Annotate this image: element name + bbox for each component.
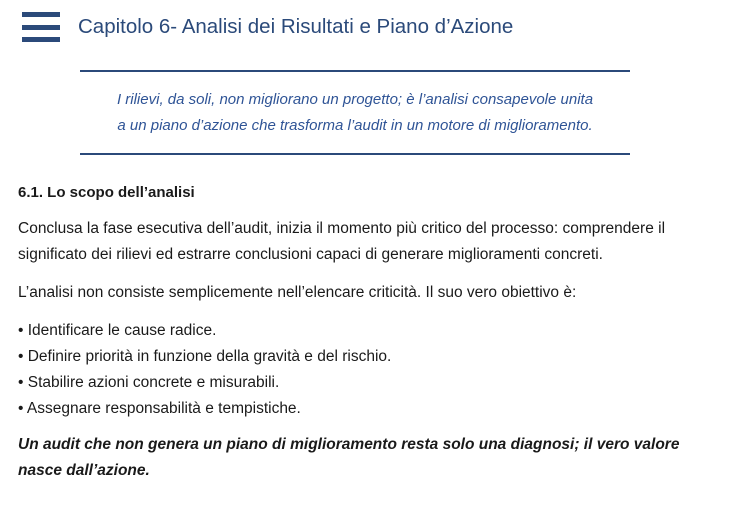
list-item: • Identificare le cause radice.: [18, 322, 217, 339]
hamburger-menu-icon[interactable]: [22, 12, 60, 42]
quote-text: [117, 87, 593, 139]
quote-line-2: a un piano d’azione che trasforma l’audit in un motore di miglioramento.: [117, 116, 593, 134]
list-item: • Assegnare responsabilità e tempistiche.: [18, 400, 301, 417]
list-item: • Stabilire azioni concrete e misurabili.: [18, 374, 280, 391]
section-content: [18, 180, 708, 484]
section-title: 6.1. Lo scopo dell’analisi: [18, 184, 195, 201]
quote-line-1: I rilievi, da soli, non migliorano un progetto; è l’analisi consapevole unita: [116, 90, 594, 108]
chapter-header: [22, 10, 513, 44]
menu-bar: [22, 25, 60, 30]
paragraph-intro: Conclusa la fase esecutiva dell’audit, inizia il momento più critico del processo: comprendere il significato dei rilievi ed estrarre conclusioni capaci di generare miglioramenti concreti.: [18, 220, 666, 263]
quote-box: [80, 70, 630, 155]
chapter-title: Capitolo 6- Analisi dei Risultati e Piano d’Azione: [78, 15, 514, 38]
menu-bar: [22, 12, 60, 17]
list-item: • Definire priorità in funzione della gravità e del rischio.: [18, 348, 392, 365]
menu-bar: [22, 37, 60, 42]
objectives-list: [18, 318, 708, 422]
closing-statement: Un audit che non genera un piano di miglioramento resta solo una diagnosi; il vero valore nasce dall’azione.: [18, 436, 680, 479]
paragraph-objective: L’analisi non consiste semplicemente nell’elencare criticità. Il suo vero obiettivo è:: [18, 284, 577, 301]
